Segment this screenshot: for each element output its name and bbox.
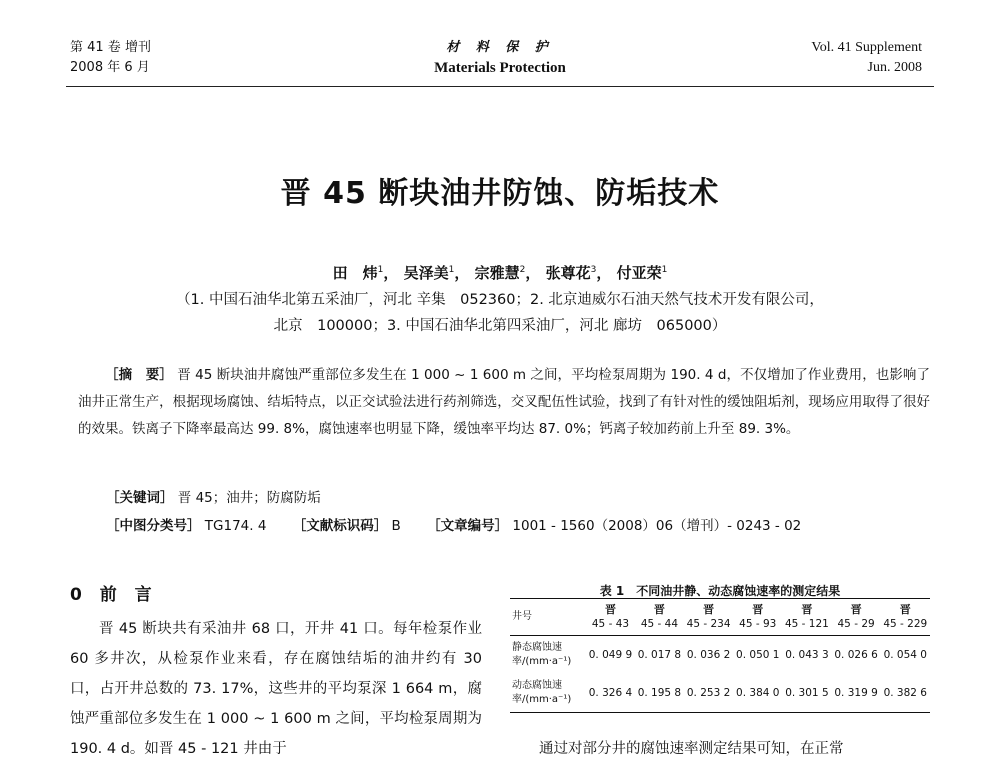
doc-code-value: B	[391, 518, 401, 534]
table-cell: 0. 326 4	[586, 674, 635, 713]
author-affil-mark: 1	[448, 265, 455, 275]
table-cell: 0. 043 3	[782, 636, 831, 675]
table-col-header: 晋 45 - 44	[635, 599, 684, 636]
table-row	[510, 636, 930, 675]
section-paragraph: 晋 45 断块共有采油井 68 口，开井 41 口。每年检泵作业 60 多井次，从检泵作业来看，存在腐蚀结垢的油井约有 30 口，占开井总数的 73. 17%，这些井的平均泵深 1 664 m，腐蚀严重部位多发生在 1 000 ~ 1 600 m 之间，平均检泵周期为 190. 4 d。如晋 45 - 121 井由于	[70, 621, 482, 757]
corrosion-rate-table	[510, 598, 930, 713]
table-cell: 0. 195 8	[635, 674, 684, 713]
affiliation-line-1: （1. 中国石油华北第五采油厂，河北 辛集 052360；2. 北京迪威尔石油天然气技术开发有限公司，	[176, 292, 824, 308]
table-cell: 0. 017 8	[635, 636, 684, 675]
table-corner-label: 井号	[510, 599, 586, 636]
table-col-header: 晋 45 - 29	[832, 599, 881, 636]
header-rule	[66, 86, 934, 87]
table-col-header: 晋 45 - 43	[586, 599, 635, 636]
article-title: 晋 45 断块油井防蚀、防垢技术	[280, 176, 720, 211]
abstract-text: 晋 45 断块油井腐蚀严重部位多发生在 1 000 ~ 1 600 m 之间，平均检泵周期为 190. 4 d，不仅增加了作业费用，也影响了油井正常生产，根据现场腐蚀、结垢特点，以正交试验法进行药剂筛选，交叉配伍性试验，找到了有针对性的缓蚀阻垢剂，现场应用取得了很好的效果。铁离子下降率最高达 99. 8%，腐蚀速率也明显下降，缓蚀率平均达 87. 0%；钙离子较加药前上升至 89. 3%。	[78, 367, 930, 437]
table-cell: 0. 036 2	[684, 636, 733, 675]
author: 张尊花	[545, 264, 591, 282]
date-en: Jun. 2008	[867, 60, 922, 75]
keywords-text: 晋 45；油井；防腐防垢	[177, 490, 321, 506]
table-cell: 0. 253 2	[684, 674, 733, 713]
author-list	[0, 262, 1000, 283]
section-heading: 0 前 言	[70, 585, 158, 605]
affiliation-line-2: 北京 100000；3. 中国石油华北第四采油厂，河北 廊坊 065000）	[273, 318, 727, 334]
clc-label: ［中图分类号］	[106, 518, 201, 534]
table-col-header: 晋 45 - 121	[782, 599, 831, 636]
journal-name-en: Materials Protection	[434, 60, 566, 76]
right-column-paragraph: 通过对部分井的腐蚀速率测定结果可知，在正常	[539, 741, 844, 757]
author: 吴泽美	[403, 264, 449, 282]
table-col-header: 晋 45 - 93	[733, 599, 782, 636]
table-cell: 0. 301 5	[782, 674, 831, 713]
table-cell: 0. 382 6	[881, 674, 930, 713]
journal-name-cn: 材 料 保 护	[446, 40, 554, 55]
author: 宗雅慧	[474, 264, 520, 282]
article-no-label: ［文章编号］	[427, 518, 509, 534]
author-separator: ，	[383, 264, 399, 282]
author-affil-mark: 3	[590, 265, 597, 275]
author-separator: ，	[596, 264, 612, 282]
table-cell: 0. 384 0	[733, 674, 782, 713]
doc-code-label: ［文献标识码］	[292, 518, 388, 534]
author: 田 炜	[332, 264, 378, 282]
classification-line	[106, 514, 801, 534]
table-cell: 0. 319 9	[832, 674, 881, 713]
table-col-header: 晋 45 - 234	[684, 599, 733, 636]
author: 付亚荣	[616, 264, 662, 282]
volume-en: Vol. 41 Supplement	[811, 40, 922, 55]
table-caption: 表 1 不同油井静、动态腐蚀速率的测定结果	[599, 584, 841, 598]
author-affil-mark: 1	[377, 265, 384, 275]
publication-date: 2008 年 6 月	[70, 60, 150, 75]
author-affil-mark: 2	[519, 265, 526, 275]
table-cell: 0. 054 0	[881, 636, 930, 675]
author-separator: ，	[525, 264, 541, 282]
abstract	[78, 362, 930, 443]
table-cell: 0. 050 1	[733, 636, 782, 675]
table-row-label: 动态腐蚀速率/(mm·a⁻¹)	[510, 674, 586, 713]
abstract-label: ［摘 要］	[105, 367, 173, 383]
table-cell: 0. 049 9	[586, 636, 635, 675]
table-row	[510, 674, 930, 713]
article-no-value: 1001 - 1560（2008）06（增刊）- 0243 - 02	[512, 518, 802, 534]
volume-issue: 第 41 卷 增刊	[70, 40, 151, 55]
table-col-header: 晋 45 - 229	[881, 599, 930, 636]
keywords-label: ［关键词］	[106, 490, 174, 506]
author-separator: ，	[454, 264, 470, 282]
table-row-label: 静态腐蚀速率/(mm·a⁻¹)	[510, 636, 586, 675]
header-right	[811, 38, 922, 78]
keywords	[106, 486, 321, 506]
clc-value: TG174. 4	[204, 518, 267, 534]
author-affil-mark: 1	[661, 265, 668, 275]
table-cell: 0. 026 6	[832, 636, 881, 675]
table-header-row	[510, 599, 930, 636]
